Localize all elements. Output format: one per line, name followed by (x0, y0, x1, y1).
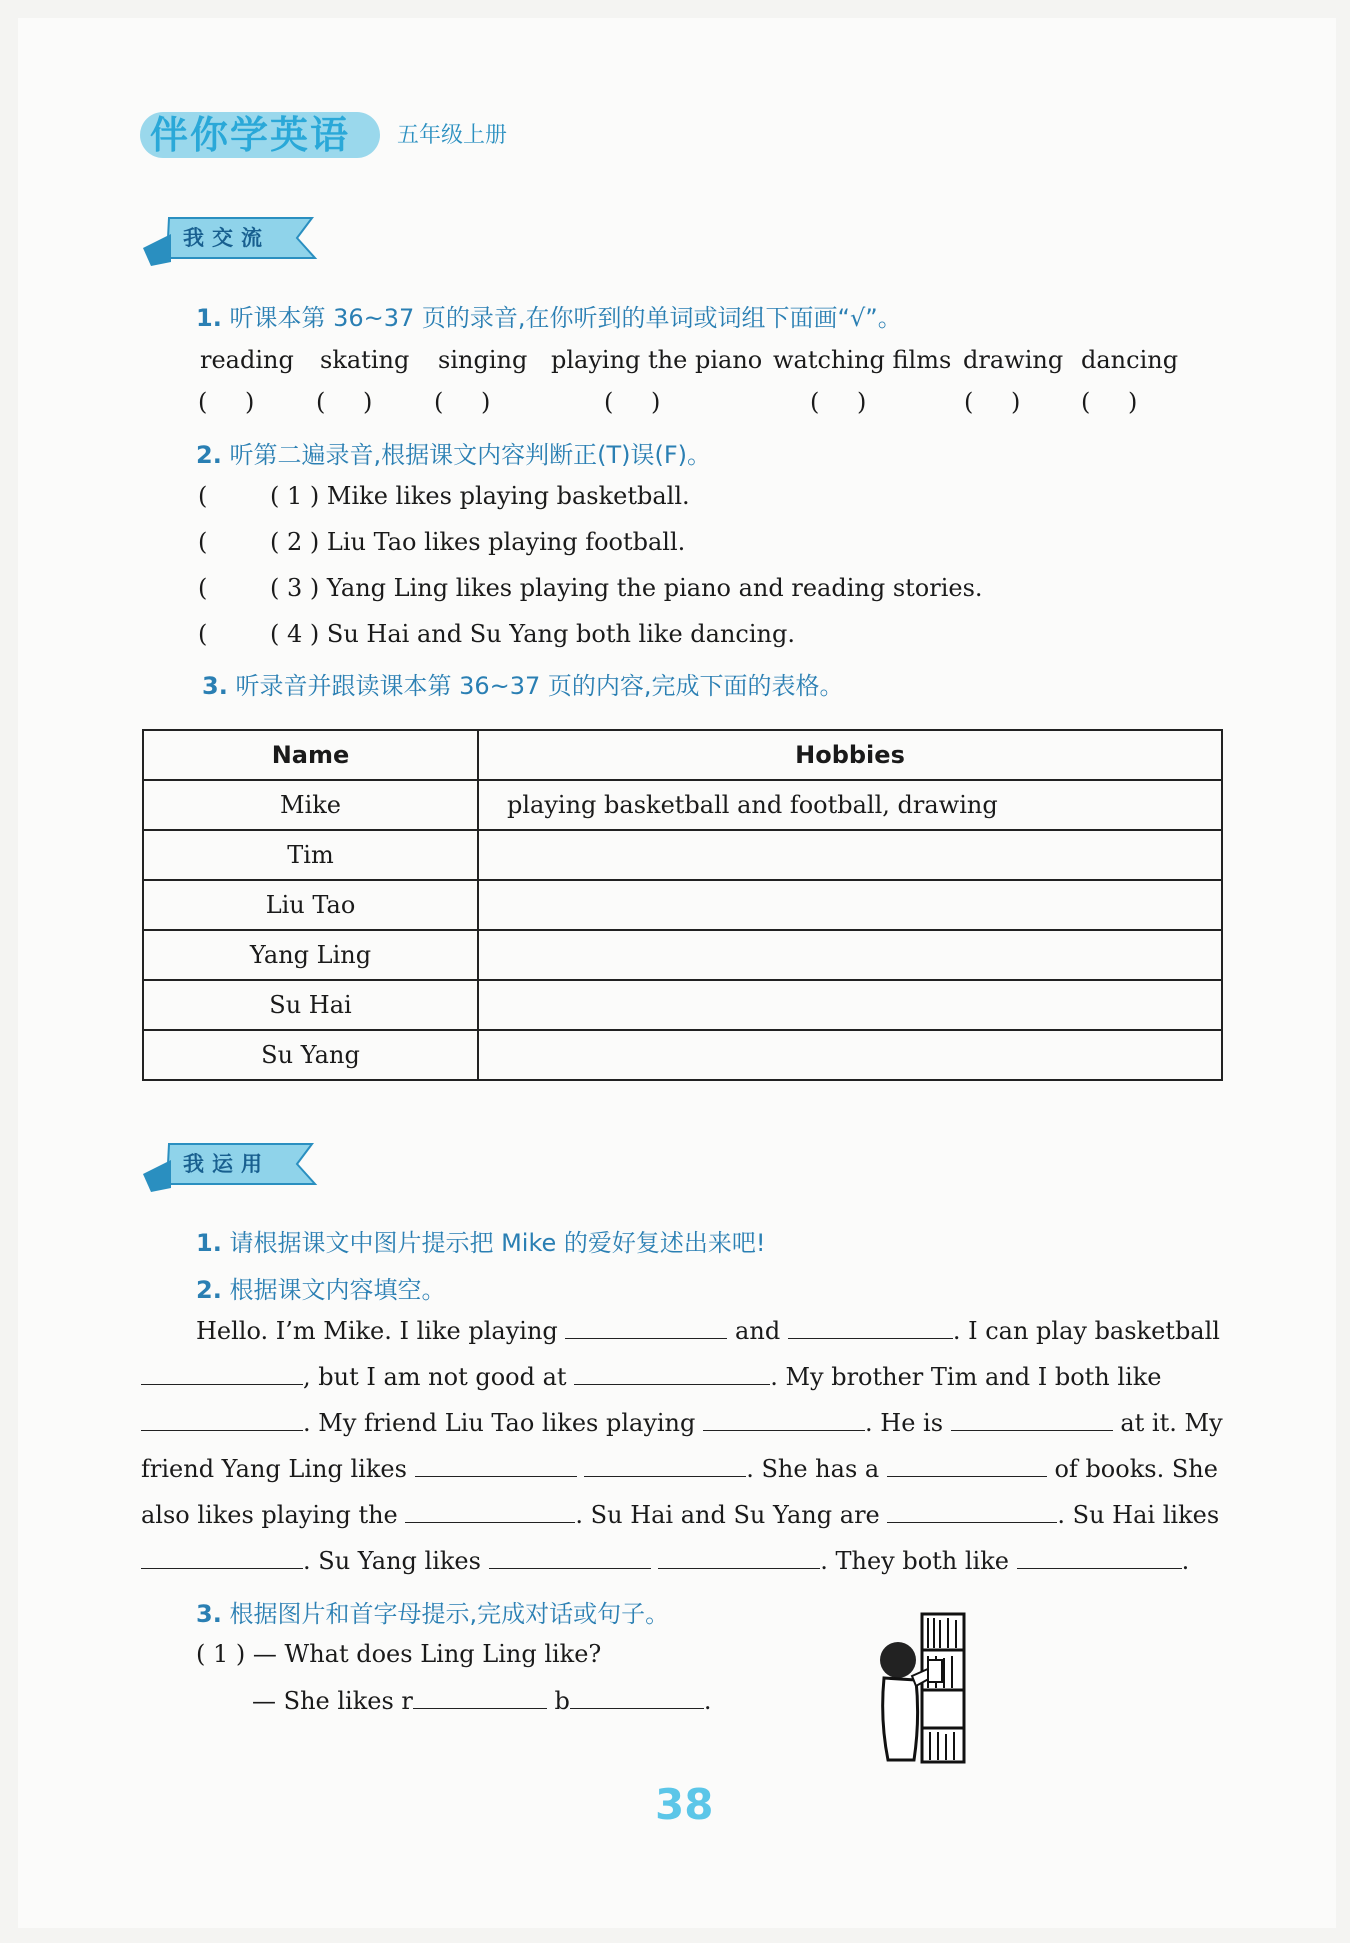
hobbies-table (142, 729, 1223, 1081)
table-row (143, 930, 1222, 980)
name-cell: Liu Tao (143, 880, 478, 930)
hobbies-cell[interactable] (478, 830, 1222, 880)
passage-line-3: . My friend Liu Tao likes playing . He is at it. My (141, 1408, 1224, 1437)
fill-blank[interactable] (489, 1546, 651, 1569)
passage-line-6: . Su Yang likes . They both like . (141, 1546, 1224, 1575)
answer-paren[interactable]: ( (198, 620, 254, 648)
word-watching-films: watching films (773, 346, 952, 374)
answer-paren[interactable]: ( (198, 528, 254, 556)
answer-paren[interactable]: ( ) (604, 388, 661, 416)
name-cell: Su Hai (143, 980, 478, 1030)
answer-paren[interactable]: ( ) (434, 388, 491, 416)
fill-blank[interactable] (584, 1454, 746, 1477)
page-number: 38 (655, 1780, 714, 1829)
tf-item-1 (198, 482, 690, 510)
apply-question-2 (196, 1270, 445, 1305)
question-1 (196, 298, 902, 333)
answer-paren[interactable]: ( ) (1081, 388, 1138, 416)
hobbies-cell[interactable] (478, 1030, 1222, 1080)
question-number: 2. (196, 1276, 222, 1304)
table-row (143, 830, 1222, 880)
hobbies-cell[interactable] (478, 980, 1222, 1030)
question-number: 3. (202, 672, 228, 700)
fill-blank[interactable] (574, 1362, 770, 1385)
dialogue-question (196, 1640, 601, 1668)
table-header-row (143, 730, 1222, 780)
question-text: 听课本第 36~37 页的录音,在你听到的单词或词组下面画“√”。 (229, 304, 902, 332)
fill-blank[interactable] (788, 1316, 953, 1339)
answer-paren[interactable]: ( ) (198, 388, 255, 416)
column-header-name: Name (143, 730, 478, 780)
tf-item-4 (198, 620, 795, 648)
question-number: 3. (196, 1600, 222, 1628)
item-label: ( 3 ) (270, 574, 320, 602)
item-text: Liu Tao likes playing football. (326, 528, 686, 556)
fill-blank[interactable] (141, 1546, 303, 1569)
question-text: 听录音并跟读课本第 36~37 页的内容,完成下面的表格。 (235, 672, 844, 700)
question-2 (196, 435, 711, 470)
item-label: ( 2 ) (270, 528, 320, 556)
dialogue-answer: — She likes r b . (252, 1687, 712, 1715)
section-tag-communicate (143, 214, 323, 254)
reading-books-illustration (870, 1610, 970, 1765)
fill-blank[interactable] (1017, 1546, 1182, 1569)
word-dancing: dancing (1081, 346, 1179, 374)
tf-item-2 (198, 528, 685, 556)
table-row (143, 980, 1222, 1030)
table-row (143, 880, 1222, 930)
fill-blank[interactable] (141, 1408, 303, 1431)
passage-line-2: , but I am not good at . My brother Tim and I both like (141, 1362, 1224, 1391)
question-number: 1. (196, 304, 222, 332)
answer-paren[interactable]: ( (198, 482, 254, 510)
name-cell: Su Yang (143, 1030, 478, 1080)
apply-question-1 (196, 1223, 766, 1258)
hobbies-cell[interactable]: playing basketball and football, drawing (478, 780, 1222, 830)
word-reading: reading (200, 346, 294, 374)
table-row (143, 1030, 1222, 1080)
answer-paren[interactable]: ( ) (316, 388, 373, 416)
answer-paren[interactable]: ( (198, 574, 254, 602)
fill-blank[interactable] (887, 1500, 1057, 1523)
item-label: ( 1 ) (196, 1640, 246, 1668)
dialogue-line: — What does Ling Ling like? (252, 1640, 602, 1668)
name-cell: Mike (143, 780, 478, 830)
name-cell: Tim (143, 830, 478, 880)
apply-question-3 (196, 1594, 669, 1629)
fill-blank[interactable] (413, 1686, 547, 1709)
book-title: 伴你学英语 (150, 113, 351, 157)
answer-paren[interactable]: ( ) (810, 388, 867, 416)
table-row (143, 780, 1222, 830)
word-playing-piano: playing the piano (551, 346, 763, 374)
fill-blank[interactable] (658, 1546, 820, 1569)
fill-blank[interactable] (887, 1454, 1047, 1477)
section-title: 我运用 (183, 1152, 270, 1176)
fill-blank[interactable] (415, 1454, 577, 1477)
item-label: ( 4 ) (270, 620, 320, 648)
fill-blank[interactable] (703, 1408, 865, 1431)
word-singing: singing (438, 346, 528, 374)
fill-blank[interactable] (141, 1362, 303, 1385)
question-text: 根据课文内容填空。 (229, 1276, 446, 1304)
book-subtitle: 五年级上册 (397, 123, 508, 148)
column-header-hobbies: Hobbies (478, 730, 1222, 780)
fill-blank[interactable] (565, 1316, 727, 1339)
hobbies-cell[interactable] (478, 880, 1222, 930)
question-number: 2. (196, 441, 222, 469)
item-text: Su Hai and Su Yang both like dancing. (326, 620, 795, 648)
item-text: Mike likes playing basketball. (326, 482, 690, 510)
item-label: ( 1 ) (270, 482, 320, 510)
question-text: 请根据课文中图片提示把 Mike 的爱好复述出来吧! (229, 1229, 766, 1257)
word-skating: skating (320, 346, 410, 374)
fill-blank[interactable] (570, 1686, 704, 1709)
answer-paren[interactable]: ( ) (964, 388, 1021, 416)
passage-line-4: friend Yang Ling likes . She has a of books. She (141, 1455, 1218, 1483)
section-tag-apply (143, 1140, 323, 1180)
question-number: 1. (196, 1229, 222, 1257)
hobbies-cell[interactable] (478, 930, 1222, 980)
question-text: 听第二遍录音,根据课文内容判断正(T)误(F)。 (229, 441, 712, 469)
section-title: 我交流 (183, 226, 270, 250)
question-3 (202, 666, 844, 701)
question-text: 根据图片和首字母提示,完成对话或句子。 (229, 1600, 670, 1628)
fill-blank[interactable] (405, 1500, 575, 1523)
word-drawing: drawing (963, 346, 1064, 374)
passage-line-1: Hello. I’m Mike. I like playing and . I can play basketball (196, 1317, 1220, 1345)
name-cell: Yang Ling (143, 930, 478, 980)
fill-blank[interactable] (951, 1408, 1113, 1431)
tf-item-3 (198, 574, 983, 602)
item-text: Yang Ling likes playing the piano and reading stories. (326, 574, 983, 602)
passage-line-5: also likes playing the . Su Hai and Su Yang are . Su Hai likes (141, 1501, 1220, 1529)
